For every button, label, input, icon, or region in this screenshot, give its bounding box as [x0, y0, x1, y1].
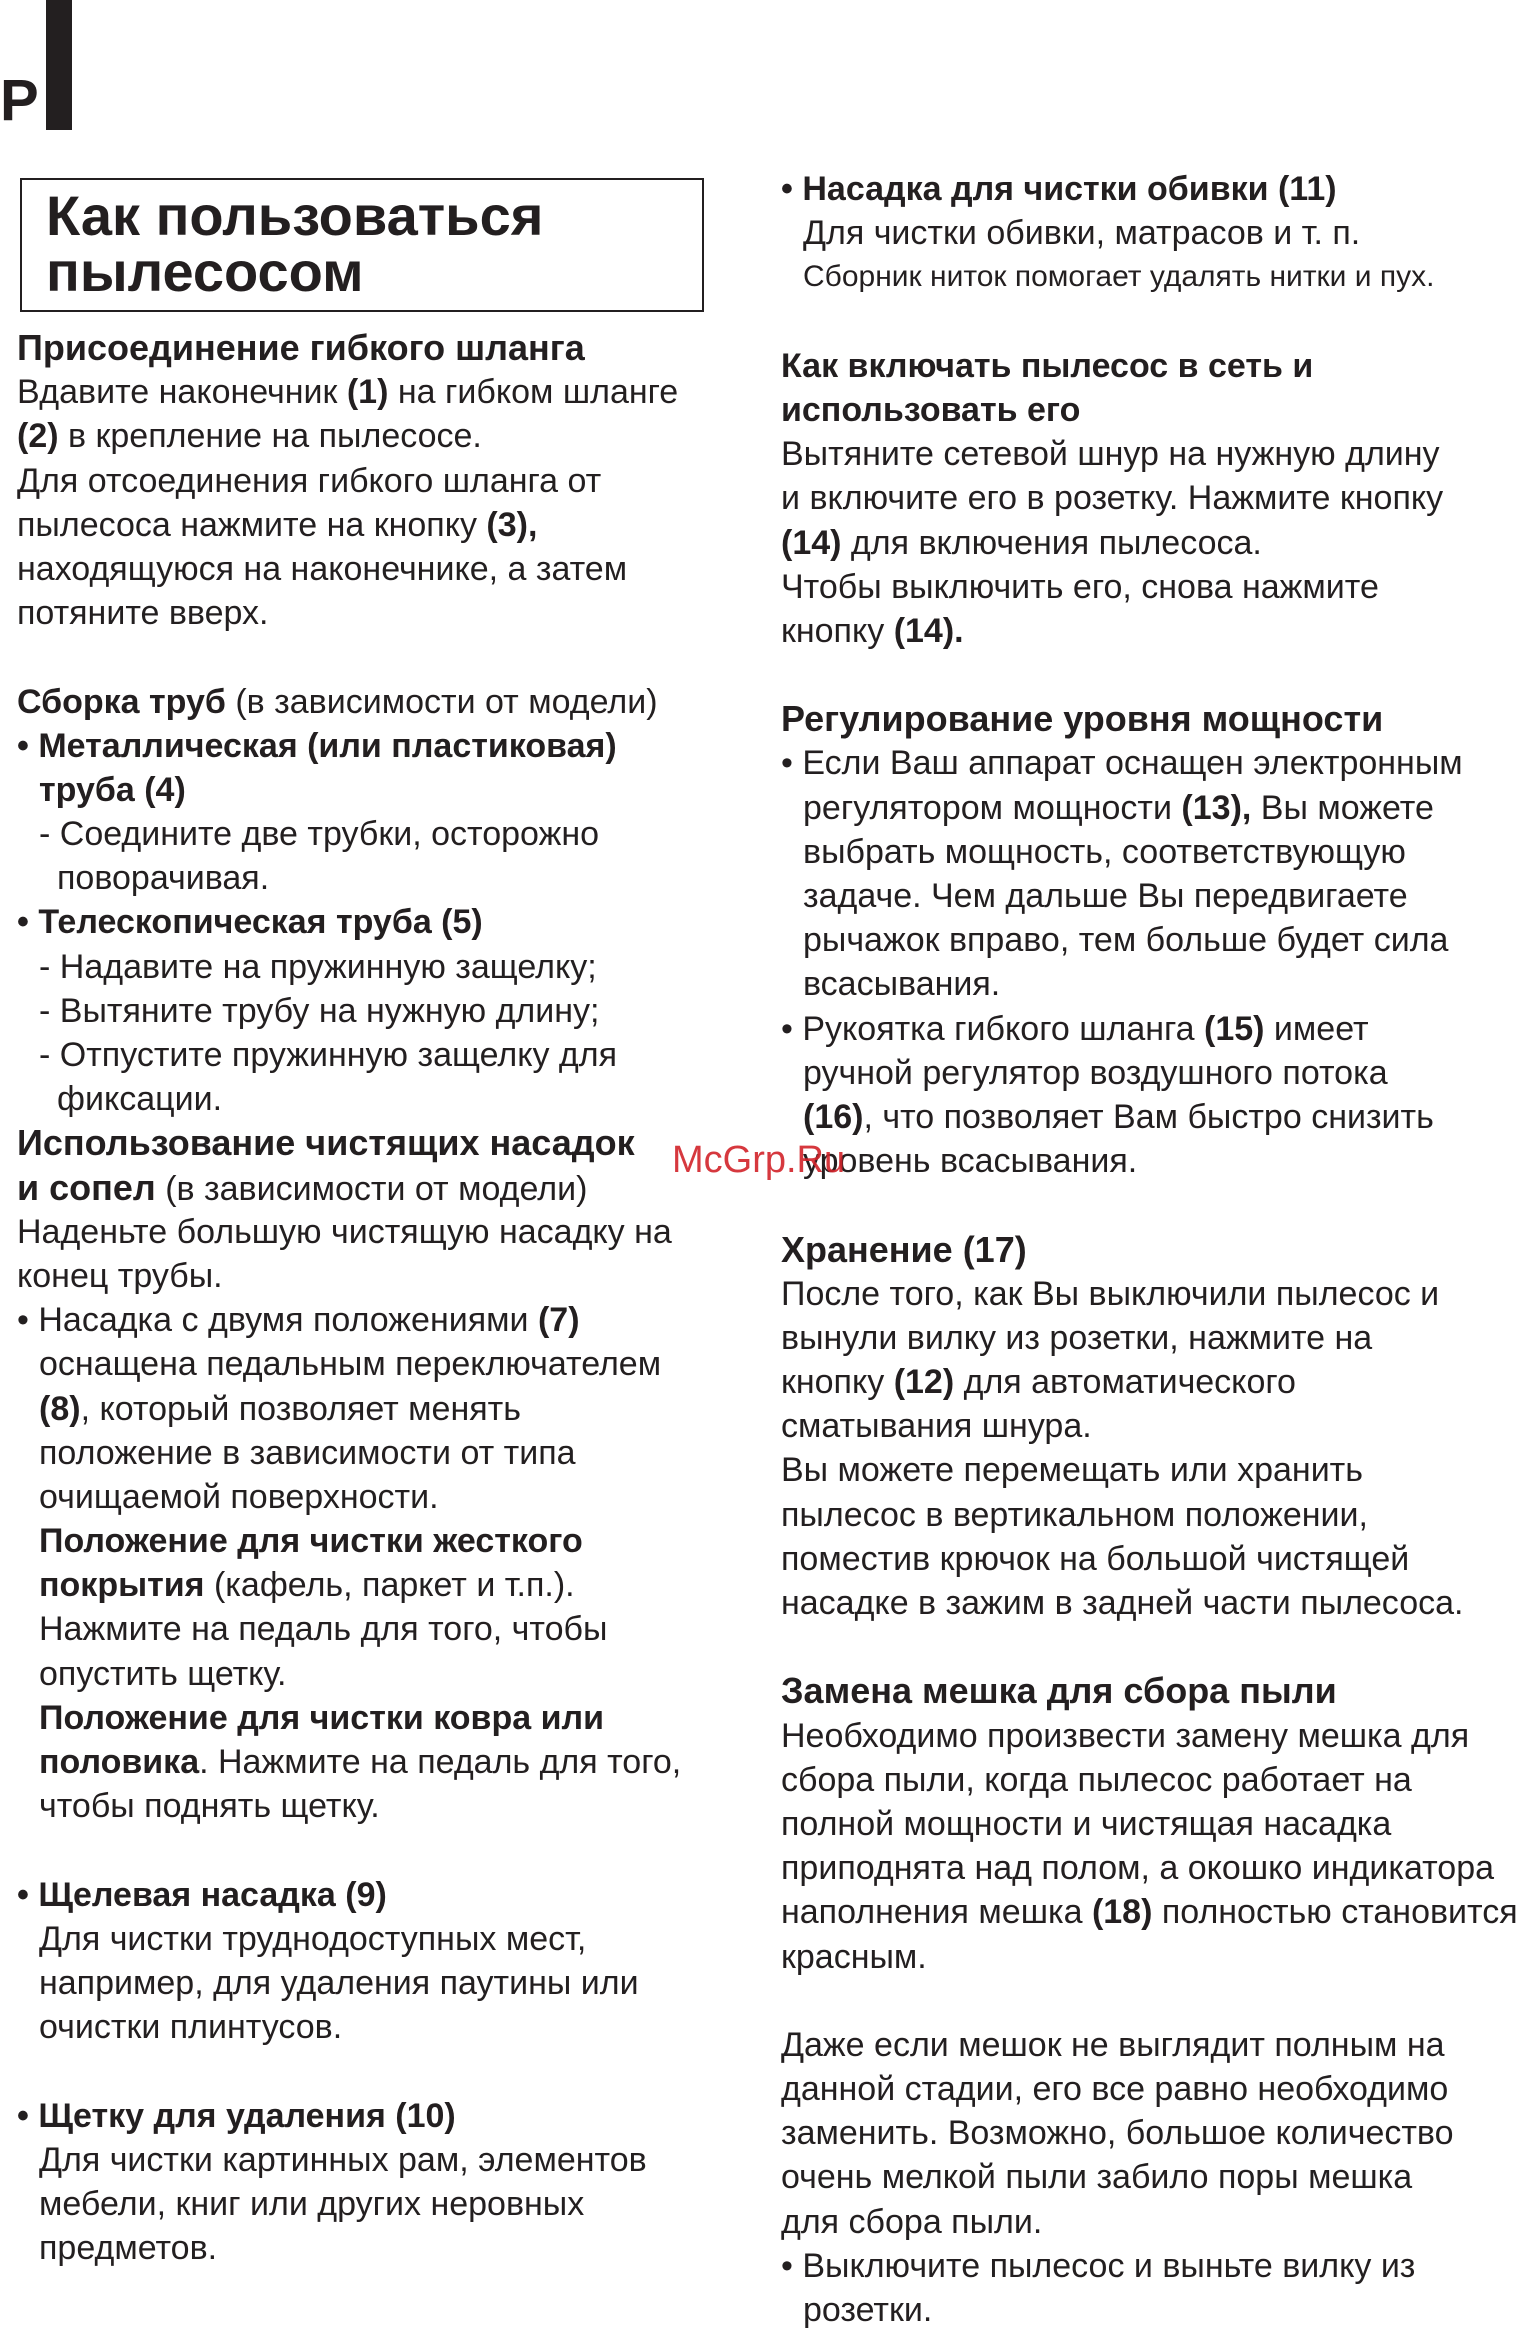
subheading-carpet-cont: [17, 1740, 717, 1784]
text-line: Наденьте большую чистящую насадку на: [17, 1212, 672, 1251]
heading-text: половика: [39, 1743, 200, 1781]
bullet-metal-tube-cont: труба (4): [39, 770, 186, 809]
text: Вдавите наконечник: [17, 373, 347, 412]
text-line: [781, 1007, 1528, 1051]
text-line: пылесос в вертикальном положении,: [781, 1495, 1368, 1534]
text: в крепление на пылесосе.: [58, 417, 482, 456]
text-line: [781, 1890, 1528, 1934]
text-line: [781, 609, 1528, 653]
text: • Насадка с двумя положениями: [17, 1301, 538, 1340]
text: пылесоса нажмите на кнопку: [17, 505, 487, 544]
ref-number: (1): [346, 373, 389, 412]
text-line: и включите его в розетку. Нажмите кнопку: [781, 479, 1444, 518]
heading-note: (кафель, паркет и т.п.).: [204, 1566, 575, 1605]
text: для автоматического: [954, 1363, 1296, 1402]
ref-number: (12): [893, 1363, 955, 1402]
text: наполнения мешка: [781, 1893, 1092, 1932]
ref-number: (7): [537, 1301, 580, 1340]
heading-text: Сборка труб: [17, 682, 226, 721]
text-line: предметов.: [39, 2229, 218, 2268]
text-line: красным.: [781, 1937, 927, 1976]
language-marker-bar: [46, 0, 72, 130]
text: , что позволяет Вам быстро снизить: [863, 1097, 1434, 1136]
text: кнопку: [781, 1363, 894, 1402]
section-heading-power-level: Регулирование уровня мощности: [781, 698, 1384, 740]
text-line: конец трубы.: [17, 1256, 223, 1295]
text-line: заменить. Возможно, большое количество: [781, 2114, 1454, 2153]
bullet-metal-tube: • Металлическая (или пластиковая): [17, 726, 617, 765]
spacer: [781, 1183, 1528, 1227]
text-line: [781, 521, 1528, 565]
section-heading-nozzles: Использование чистящих насадок: [17, 1122, 635, 1164]
bullet-brush: • Щетку для удаления (10): [17, 2096, 456, 2135]
section-heading-nozzles-cont: [17, 1166, 717, 1210]
bullet-two-position-nozzle: [17, 1298, 717, 1342]
text-line: приподнята над полом, а окошко индикатора: [781, 1849, 1495, 1888]
text-line: очень мелкой пыли забило поры мешка: [781, 2158, 1413, 2197]
ref-number: (15): [1204, 1009, 1265, 1048]
text-line: чтобы поднять щетку.: [39, 1787, 380, 1826]
text-line: [781, 1095, 1528, 1139]
text-line: например, для удаления паутины или: [39, 1963, 639, 2002]
text-line: полной мощности и чистящая насадка: [781, 1804, 1392, 1843]
text-line: ручной регулятор воздушного потока: [803, 1053, 1388, 1092]
section-heading-power: Как включать пылесос в сеть и: [781, 346, 1314, 385]
text-line: находящуюся на наконечнике, а затем: [17, 549, 628, 588]
text: для включения пылесоса.: [841, 523, 1262, 562]
spacer: [17, 635, 717, 679]
text-line: уровень всасывания.: [803, 1142, 1138, 1181]
bullet-crevice-nozzle: • Щелевая насадка (9): [17, 1875, 387, 1914]
ref-number: (2): [17, 417, 59, 456]
text: регулятором мощности: [803, 788, 1182, 827]
text: имеет: [1264, 1009, 1369, 1048]
heading-note: (в зависимости от модели): [155, 1169, 588, 1208]
section-heading-storage: Хранение (17): [781, 1228, 1027, 1270]
section-heading-tubes: [17, 680, 717, 724]
section-heading-hose: Присоединение гибкого шланга: [17, 327, 585, 368]
text-line: мебели, книг или других неровных: [39, 2184, 585, 2223]
text: Вы можете: [1251, 788, 1434, 827]
text-line: - Отпустите пружинную защелку для: [39, 1036, 617, 1074]
text-line: поворачивая.: [57, 859, 270, 898]
bullet-telescopic-tube: • Телескопическая труба (5): [17, 903, 483, 942]
section-heading-dust-bag: Замена мешка для сбора пыли: [781, 1670, 1337, 1712]
title-box: [20, 178, 704, 312]
left-column: [17, 326, 717, 2270]
text-line: [781, 1360, 1528, 1404]
bullet-upholstery-nozzle: • Насадка для чистки обивки (11): [781, 170, 1337, 208]
subheading-hard-floor: Положение для чистки жесткого: [39, 1522, 583, 1561]
text-line: для сбора пыли.: [781, 2202, 1043, 2241]
text-line: • Выключите пылесос и выньте вилку из: [781, 2246, 1416, 2285]
text-line: выбрать мощность, соответствующую: [803, 832, 1406, 871]
spacer: [17, 1828, 717, 1872]
text-line: вынули вилку из розетки, нажмите на: [781, 1318, 1373, 1357]
text-line: очищаемой поверхности.: [39, 1477, 439, 1516]
ref-number: (3),: [486, 505, 538, 544]
section-heading-power-cont: использовать его: [781, 390, 1081, 429]
spacer: [781, 1625, 1528, 1669]
subheading-carpet: Положение для чистки ковра или: [39, 1698, 604, 1737]
text-line: Вы можете перемещать или хранить: [781, 1451, 1363, 1490]
ref-number: (18): [1091, 1893, 1153, 1932]
page-title: Как пользоваться пылесосом: [46, 184, 544, 303]
text-line: положение в зависимости от типа: [39, 1433, 576, 1472]
text-line: оснащена педальным переключателем: [39, 1345, 662, 1384]
text-line: насадке в зажим в задней части пылесоса.: [781, 1584, 1464, 1622]
text: полностью становится: [1152, 1893, 1518, 1932]
text-line: сматывания шнура.: [781, 1407, 1092, 1446]
text-line: Даже если мешок не выглядит полным на: [781, 2025, 1445, 2064]
ref-number: (13),: [1181, 788, 1252, 827]
text-line: [17, 414, 717, 458]
text-line: - Надавите на пружинную защелку;: [39, 947, 597, 986]
language-letter: P: [0, 68, 39, 133]
right-column: [781, 167, 1528, 2332]
spacer: [17, 2049, 717, 2093]
heading-text: покрытия: [39, 1566, 205, 1605]
text-line: Вытяните сетевой шнур на нужную длину: [781, 435, 1440, 474]
heading-text: и сопел: [17, 1166, 156, 1208]
text-line: Для чистки картинных рам, элементов: [39, 2140, 647, 2179]
text-line: Чтобы выключить его, снова нажмите: [781, 567, 1379, 606]
text-line: - Соедините две трубки, осторожно: [39, 815, 600, 854]
text-line: • Если Ваш аппарат оснащен электронным: [781, 744, 1463, 783]
text-line: Для отсоединения гибкого шланга от: [17, 461, 602, 500]
watermark: McGrp.Ru: [672, 1139, 846, 1181]
text-line: Нажмите на педаль для того, чтобы: [39, 1610, 608, 1649]
spacer: [781, 653, 1528, 697]
ref-number: (16): [803, 1097, 864, 1136]
text-line: рычажок вправо, тем больше будет сила: [803, 921, 1449, 960]
text-line: Необходимо произвести замену мешка для: [781, 1716, 1470, 1755]
ref-number: (14): [781, 523, 842, 562]
text-line: розетки.: [803, 2291, 933, 2329]
ref-number: (14).: [893, 611, 964, 650]
text-line: очистки плинтусов.: [39, 2008, 343, 2047]
text-line: всасывания.: [803, 965, 1001, 1004]
text-line: данной стадии, его все равно необходимо: [781, 2070, 1449, 2109]
text-line: фиксации.: [57, 1080, 223, 1119]
heading-note: (в зависимости от модели): [225, 682, 658, 721]
text-line: [17, 503, 717, 547]
text-line: опустить щетку.: [39, 1654, 287, 1693]
text: • Рукоятка гибкого шланга: [781, 1009, 1205, 1048]
text-line: После того, как Вы выключили пылесос и: [781, 1274, 1440, 1313]
text-line: [781, 786, 1528, 830]
text-line: Сборник ниток помогает удалять нитки и пух.: [803, 260, 1435, 294]
text-line: сбора пыли, когда пылесос работает на: [781, 1760, 1412, 1799]
text: кнопку: [781, 611, 894, 650]
text: . Нажмите на педаль для того,: [199, 1743, 682, 1781]
text: на гибком шланге: [388, 373, 679, 412]
text-line: - Вытяните трубу на нужную длину;: [39, 991, 600, 1030]
text-line: Для чистки труднодоступных мест,: [39, 1919, 587, 1958]
spacer: [781, 300, 1528, 344]
text-line: [17, 1387, 717, 1431]
text-line: Для чистки обивки, матрасов и т. п.: [803, 214, 1361, 253]
ref-number: (8): [39, 1389, 81, 1428]
text: , который позволяет менять: [80, 1389, 521, 1428]
spacer: [781, 1979, 1528, 2023]
subheading-hard-floor-cont: [17, 1563, 717, 1607]
text-line: потяните вверх.: [17, 594, 269, 633]
text-line: задаче. Чем дальше Вы передвигаете: [803, 877, 1408, 915]
text-line: поместив крючок на большой чистящей: [781, 1539, 1410, 1578]
text-line: [17, 370, 717, 414]
